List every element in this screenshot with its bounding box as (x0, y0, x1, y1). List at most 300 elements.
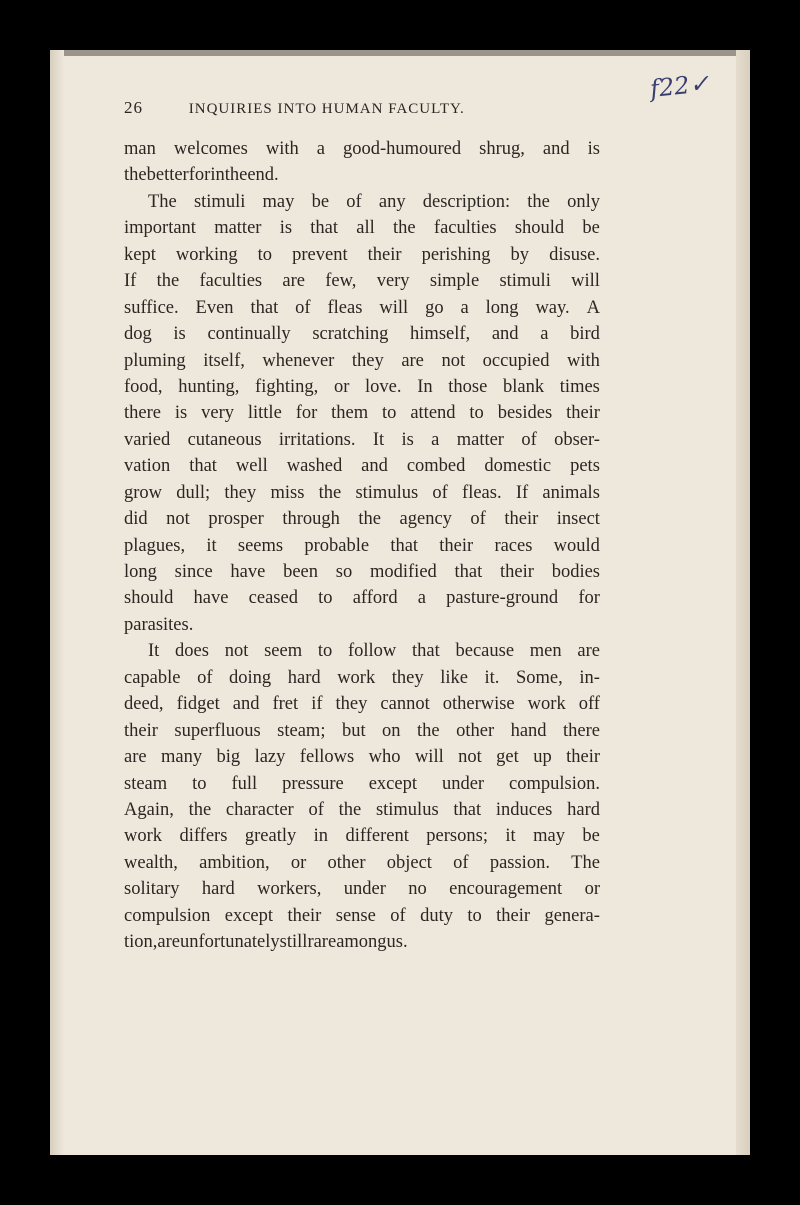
word: washed (286, 456, 343, 477)
word: under (343, 879, 386, 900)
word: superfluous (174, 720, 261, 741)
word: important (124, 218, 196, 239)
word: for (188, 165, 211, 186)
word: the (318, 482, 342, 503)
text-line (124, 665, 600, 691)
word: cannot (380, 694, 430, 715)
word: if (311, 694, 323, 715)
word: stimulus (355, 482, 419, 503)
word: the (393, 218, 416, 239)
text-line (124, 348, 600, 374)
text-line (124, 189, 600, 215)
text-line (124, 215, 600, 241)
running-head-title: INQUIRIES INTO HUMAN FACULTY. (188, 101, 465, 117)
word: it (505, 826, 516, 847)
word: their (566, 747, 600, 768)
word: the (188, 799, 212, 820)
word: like (440, 667, 468, 688)
word: in (313, 826, 329, 847)
word: is (401, 429, 414, 450)
word: with (265, 139, 299, 159)
word: big (216, 747, 241, 768)
word: is (587, 139, 600, 159)
word: dog (124, 324, 152, 345)
word: their (124, 720, 158, 741)
word: be (582, 826, 600, 847)
word: different (345, 826, 409, 847)
word: good-humoured (342, 139, 462, 159)
word: matter (456, 429, 504, 450)
word: in (210, 165, 225, 186)
word: wealth, (124, 852, 178, 873)
word: prosper (208, 509, 264, 530)
word: steam (124, 773, 168, 794)
word: that (412, 641, 440, 662)
word: pluming (124, 350, 186, 371)
word: that (453, 799, 482, 820)
word: way. (535, 297, 570, 318)
word: have (230, 562, 266, 582)
word: suffice. (124, 297, 179, 318)
text-line (124, 744, 600, 770)
word: full (231, 773, 258, 794)
text-line (124, 718, 600, 744)
word: If (515, 482, 529, 503)
word: The (148, 191, 177, 212)
word: their (367, 244, 402, 265)
word: very (201, 403, 234, 424)
word: the (224, 165, 248, 186)
word: men (529, 641, 562, 662)
word: their (566, 403, 600, 424)
word: unfortunately (180, 932, 280, 953)
word: Again, (124, 799, 174, 820)
word: not (166, 509, 190, 530)
word: end. (247, 165, 279, 186)
word: varied (124, 429, 171, 450)
word: of (346, 191, 362, 212)
word: should (124, 588, 174, 609)
word: are (157, 932, 180, 953)
word: doing (229, 667, 272, 688)
word: differs (179, 826, 228, 847)
word: the (527, 191, 550, 212)
word: miss (270, 482, 305, 503)
word: and (232, 694, 260, 715)
word: genera- (544, 905, 600, 926)
word: their (504, 509, 539, 530)
word: work (124, 826, 163, 847)
word: still (279, 932, 308, 953)
word: who (368, 747, 401, 768)
word: races (494, 535, 533, 556)
word: may (533, 826, 565, 847)
text-line (124, 929, 600, 955)
word: for (578, 588, 600, 609)
word: well (235, 456, 268, 477)
word: solitary (124, 879, 180, 900)
word: fleas (327, 297, 363, 318)
word: the (124, 165, 147, 186)
text-line (124, 321, 600, 347)
word: and (361, 456, 388, 477)
word: love. (365, 376, 402, 397)
word: better (146, 165, 189, 186)
word: bird (570, 324, 600, 345)
text-line (124, 797, 600, 823)
text-line (124, 162, 600, 188)
word: on (382, 720, 401, 741)
word: their (500, 562, 534, 582)
word: go (425, 297, 444, 318)
word: should (514, 218, 565, 239)
text-line (124, 506, 600, 532)
word: get (496, 747, 519, 768)
word: otherwise (442, 694, 515, 715)
word: is (173, 324, 186, 345)
word: a (540, 324, 549, 345)
word: It (148, 641, 160, 662)
running-head (124, 98, 604, 118)
word: agency (399, 509, 452, 530)
word: persons; (426, 826, 488, 847)
word: itself, (203, 350, 245, 371)
word: no (408, 879, 427, 900)
word: for (295, 403, 318, 424)
word: will (571, 271, 600, 292)
word: that (390, 535, 419, 556)
word: faculties (199, 271, 263, 292)
word: been (283, 562, 319, 582)
word: of (308, 799, 324, 820)
text-line (124, 850, 600, 876)
word: in- (579, 667, 600, 688)
word: it (206, 535, 217, 556)
word: whenever (262, 350, 335, 371)
word: induces (495, 799, 553, 820)
text-line (124, 242, 600, 268)
word: disuse. (549, 244, 600, 265)
word: cutaneous (187, 429, 262, 450)
word: so (335, 562, 353, 582)
word: occupied (482, 350, 550, 371)
word: they (351, 350, 384, 371)
word: to (382, 403, 397, 424)
word: other (456, 720, 495, 741)
word: that (189, 456, 217, 477)
word: hard (201, 879, 235, 900)
word: tion, (124, 932, 158, 953)
word: them (331, 403, 369, 424)
word: of (295, 297, 311, 318)
word: attend (410, 403, 456, 424)
text-line (124, 585, 600, 611)
word: hard (287, 667, 321, 688)
word: working (175, 244, 238, 265)
word: to (318, 588, 333, 609)
word: pressure (282, 773, 344, 794)
word: pets (570, 456, 600, 477)
word: dull; (176, 482, 211, 503)
word: steam; (277, 720, 326, 741)
word: few, (325, 271, 357, 292)
word: are (124, 747, 147, 768)
word: will (414, 747, 444, 768)
word: long (124, 562, 157, 582)
page-top-edge (50, 50, 750, 56)
word: long (485, 297, 519, 318)
word: shrug, (479, 139, 525, 159)
word: character (225, 799, 294, 820)
word: not (458, 747, 482, 768)
word: are (577, 641, 600, 662)
word: up (533, 747, 552, 768)
word: and (491, 324, 519, 345)
word: fellows (299, 747, 355, 768)
word: the (338, 799, 362, 820)
word: a (417, 588, 426, 609)
word: Even (195, 297, 234, 318)
text-line (124, 612, 600, 638)
word: that (310, 218, 339, 239)
text-line (124, 771, 600, 797)
word: those (448, 376, 488, 397)
word: the (358, 509, 381, 530)
word: to (469, 403, 484, 424)
text-line (124, 400, 600, 426)
word: hand (510, 720, 547, 741)
word: the (156, 271, 180, 292)
word: pasture-ground (446, 588, 559, 609)
text-line (124, 374, 600, 400)
word: through (282, 509, 340, 530)
word: deed, (124, 694, 164, 715)
word: encouragement (449, 879, 563, 900)
text-line (124, 876, 600, 902)
word: It (372, 429, 385, 450)
word: have (193, 588, 229, 609)
text-line (124, 453, 600, 479)
word: ambition, (199, 852, 270, 873)
word: In (417, 376, 433, 397)
word: off (578, 694, 600, 715)
word: hunting, (178, 376, 240, 397)
page-number: 26 (124, 98, 143, 117)
page-right-edge (736, 50, 750, 1155)
word: be (311, 191, 330, 212)
word: man (124, 139, 156, 159)
word: compulsion (124, 905, 211, 926)
text-line (124, 427, 600, 453)
word: a (460, 297, 469, 318)
word: is (174, 403, 188, 424)
word: modified (369, 562, 437, 582)
word: will (379, 297, 409, 318)
text-line (124, 638, 600, 664)
word: stimulus (375, 799, 439, 820)
word: A (586, 297, 600, 318)
text-line (124, 136, 600, 162)
word: rare (307, 932, 337, 953)
word: there (563, 720, 600, 741)
word: seems (237, 535, 284, 556)
word: or (584, 879, 600, 900)
text-line (124, 691, 600, 717)
word: since (174, 562, 213, 582)
word: Some, (515, 667, 563, 688)
word: scratching (312, 324, 389, 345)
word: there (124, 403, 161, 424)
word: of (432, 482, 448, 503)
word: object (386, 852, 432, 873)
word: lazy (254, 747, 286, 768)
word: by (510, 244, 530, 265)
word: not (441, 350, 466, 371)
handwritten-annotation: f22✓ (648, 68, 711, 104)
word: stimuli (193, 191, 246, 212)
word: fleas. (462, 482, 502, 503)
word: domestic (484, 456, 552, 477)
word: all (356, 218, 375, 239)
text-line (124, 533, 600, 559)
word: among (336, 932, 387, 953)
word: follow (347, 641, 397, 662)
word: did (124, 509, 148, 530)
word: of (521, 429, 537, 450)
word: stimuli (499, 271, 551, 292)
word: does (175, 641, 209, 662)
word: and (542, 139, 570, 159)
word: duty (420, 905, 453, 926)
word: any (378, 191, 406, 212)
text-line (124, 559, 600, 585)
word: they (224, 482, 257, 503)
word: combed (406, 456, 466, 477)
word: is (279, 218, 293, 239)
word: workers, (257, 879, 322, 900)
word: compulsion. (509, 773, 600, 794)
word: work (527, 694, 566, 715)
word: perishing (421, 244, 491, 265)
word: many (161, 747, 203, 768)
word: under (441, 773, 485, 794)
word: us. (386, 932, 408, 953)
word: to (257, 244, 273, 265)
word: to (192, 773, 207, 794)
word: a (431, 429, 440, 450)
word: other (327, 852, 366, 873)
word: a (316, 139, 325, 159)
text-line (124, 268, 600, 294)
word: seem (264, 641, 303, 662)
word: prevent (292, 244, 348, 265)
word: would (553, 535, 600, 556)
word: capable (124, 667, 181, 688)
word: of (453, 852, 469, 873)
word: their (287, 905, 322, 926)
text-line (124, 480, 600, 506)
word: are (401, 350, 424, 371)
word: it. (484, 667, 500, 688)
word: If (124, 271, 137, 292)
word: with (567, 350, 600, 371)
word: bodies (551, 562, 600, 582)
word: fret (272, 694, 299, 715)
word: afford (352, 588, 398, 609)
word: that (454, 562, 483, 582)
word: except (368, 773, 417, 794)
word: description: (422, 191, 511, 212)
text-line (124, 823, 600, 849)
word: only (567, 191, 600, 212)
word: may (262, 191, 295, 212)
word: to (467, 905, 482, 926)
word: they (391, 667, 424, 688)
word: animals (542, 482, 600, 503)
word: the (417, 720, 440, 741)
word: or (333, 376, 350, 397)
page-gutter-shadow (50, 50, 64, 1155)
word: insect (556, 509, 600, 530)
word: plagues, (124, 535, 186, 556)
word: times (559, 376, 600, 397)
word: their (496, 905, 531, 926)
word: that (250, 297, 279, 318)
word: blank (503, 376, 545, 397)
word: passion. (489, 852, 550, 873)
word: matter (214, 218, 262, 239)
word: irritations. (278, 429, 356, 450)
word: greatly (244, 826, 297, 847)
word: but (341, 720, 366, 741)
word: sense (335, 905, 376, 926)
body-text (124, 136, 600, 956)
word: their (439, 535, 474, 556)
word: grow (124, 482, 163, 503)
word: be (582, 218, 600, 239)
word: ceased (248, 588, 298, 609)
word: probable (304, 535, 370, 556)
word: continually (207, 324, 291, 345)
word: not (224, 641, 249, 662)
text-line (124, 295, 600, 321)
word: simple (429, 271, 480, 292)
word: himself, (410, 324, 471, 345)
word: fighting, (255, 376, 319, 397)
word: little (247, 403, 282, 424)
word: obser- (554, 429, 600, 450)
word: food, (124, 376, 163, 397)
word: work (337, 667, 376, 688)
word: of (470, 509, 486, 530)
word: faculties (433, 218, 497, 239)
word: very (376, 271, 410, 292)
word: are (282, 271, 305, 292)
word: The (571, 852, 600, 873)
word: of (197, 667, 213, 688)
text-line (124, 903, 600, 929)
word: they (335, 694, 368, 715)
word: of (390, 905, 406, 926)
word: or (290, 852, 307, 873)
word: because (455, 641, 515, 662)
word: vation (124, 456, 171, 477)
word: fidget (176, 694, 220, 715)
word: besides (497, 403, 553, 424)
word: welcomes (173, 139, 248, 159)
word: kept (124, 244, 156, 265)
word: hard (567, 799, 600, 820)
